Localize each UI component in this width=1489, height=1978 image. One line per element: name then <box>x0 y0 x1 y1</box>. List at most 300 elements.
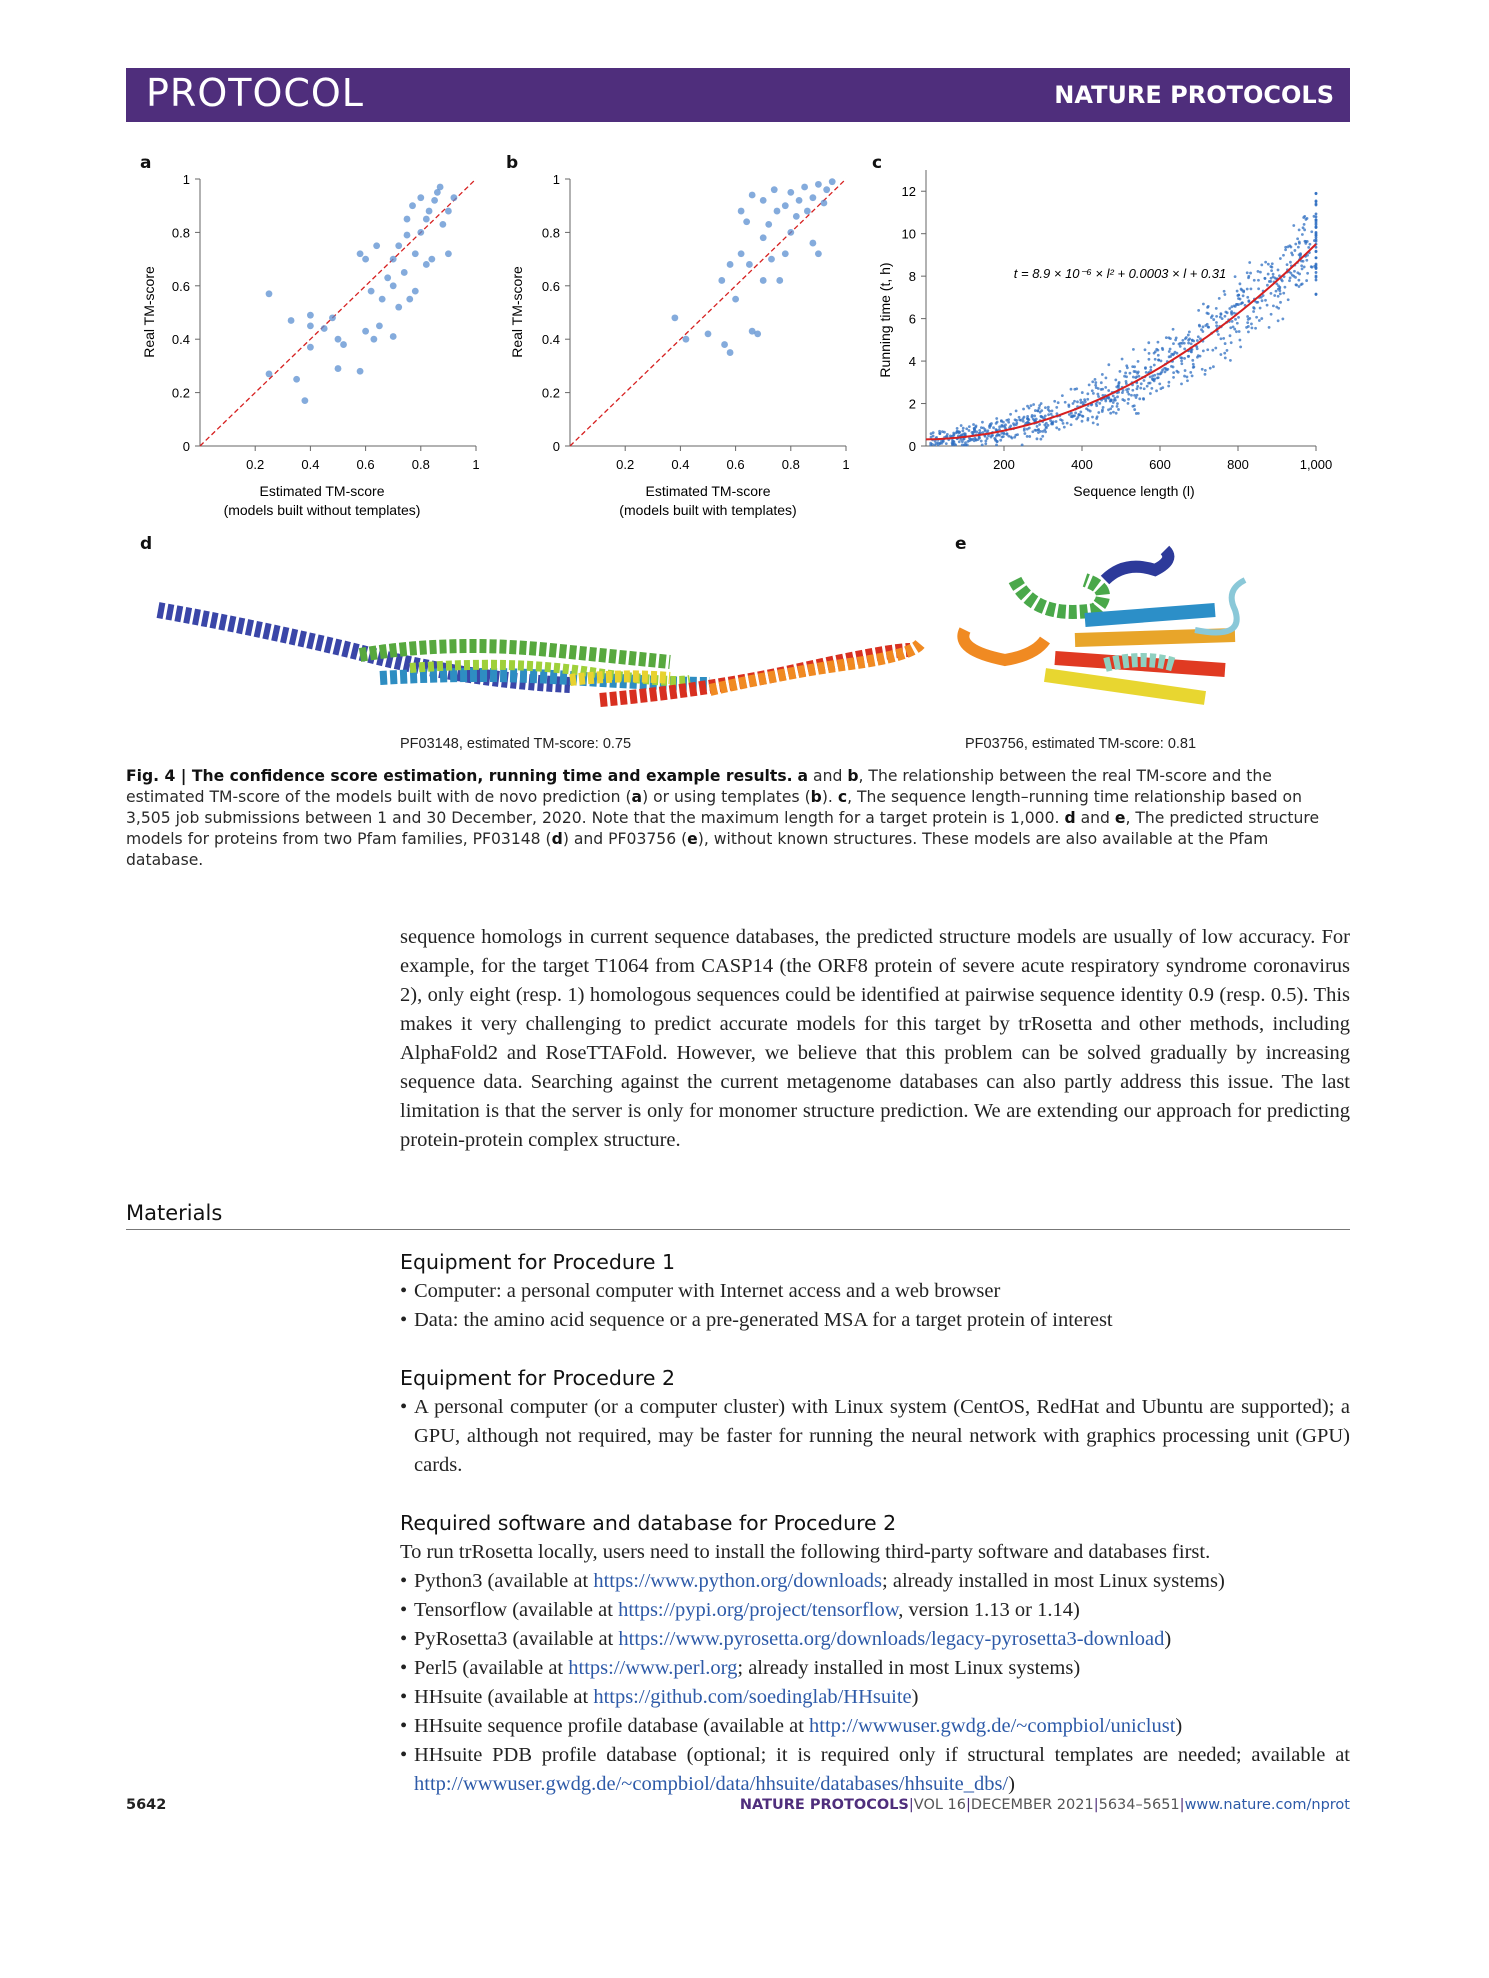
data-point <box>1305 279 1308 282</box>
data-point <box>1047 406 1050 409</box>
data-point <box>999 439 1002 442</box>
data-point <box>1112 394 1115 397</box>
data-point <box>357 368 364 375</box>
y-tick-label: 0.6 <box>171 278 190 294</box>
chart-b-ylabel: Real TM-score <box>509 266 525 358</box>
data-point <box>1044 414 1047 417</box>
data-point <box>1114 378 1117 381</box>
data-point <box>1149 375 1152 378</box>
data-point <box>1087 417 1090 420</box>
data-point <box>1041 430 1044 433</box>
data-point <box>1275 290 1278 293</box>
hhsuite-dbs-link[interactable]: http://wwwuser.gwdg.de/~compbiol/data/hhsuite/databases/hhsuite_dbs/ <box>414 1773 1009 1795</box>
data-point <box>1315 256 1318 259</box>
x-tick-label: 800 <box>1227 457 1249 472</box>
data-point <box>1115 412 1118 415</box>
structure-d-caption: PF03148, estimated TM-score: 0.75 <box>400 736 632 752</box>
data-point <box>1226 349 1229 352</box>
data-point <box>1232 325 1235 328</box>
data-point <box>1018 419 1021 422</box>
data-point <box>941 430 944 433</box>
data-point <box>823 186 830 193</box>
data-point <box>705 330 712 337</box>
data-point <box>1286 245 1289 248</box>
data-point <box>1102 406 1105 409</box>
data-point <box>1246 271 1249 274</box>
data-point <box>1184 369 1187 372</box>
data-point <box>1117 408 1120 411</box>
list-item: • HHsuite sequence profile database (available at http://wwwuser.gwdg.de/~compbiol/uniclust) <box>400 1712 1350 1741</box>
data-point <box>951 442 954 445</box>
y-tick-label: 1 <box>552 172 560 187</box>
data-point <box>938 430 941 433</box>
data-point <box>1248 317 1251 320</box>
data-point <box>1154 358 1157 361</box>
data-point <box>1270 269 1273 272</box>
data-point <box>428 256 435 263</box>
data-point <box>1150 387 1153 390</box>
data-point <box>301 397 308 404</box>
data-point <box>968 425 971 428</box>
data-point <box>1206 348 1209 351</box>
data-point <box>1192 363 1195 366</box>
python-link[interactable]: https://www.python.org/downloads <box>593 1570 883 1592</box>
data-point <box>1070 423 1073 426</box>
data-point <box>1133 394 1136 397</box>
data-point <box>1051 409 1054 412</box>
data-point <box>1143 387 1146 390</box>
data-point <box>1271 262 1274 265</box>
data-point <box>1315 266 1318 269</box>
data-point <box>1288 279 1291 282</box>
data-point <box>1224 342 1227 345</box>
data-point <box>1275 306 1278 309</box>
data-point <box>1190 342 1193 345</box>
data-point <box>1279 257 1282 260</box>
data-point <box>266 371 273 378</box>
data-point <box>968 429 971 432</box>
data-point <box>1157 359 1160 362</box>
data-point <box>1277 295 1280 298</box>
data-point <box>771 186 778 193</box>
data-point <box>1077 413 1080 416</box>
data-point <box>1307 246 1310 249</box>
data-point <box>1006 432 1009 435</box>
data-point <box>1138 397 1141 400</box>
data-point <box>1123 399 1126 402</box>
data-point <box>1127 388 1130 391</box>
x-tick-label: 200 <box>993 457 1015 472</box>
data-point <box>1125 382 1128 385</box>
data-point <box>395 242 402 249</box>
data-point <box>978 429 981 432</box>
data-point <box>1303 223 1306 226</box>
data-point <box>362 256 369 263</box>
data-point <box>1297 246 1300 249</box>
data-point <box>1007 418 1010 421</box>
data-point <box>746 261 753 268</box>
data-point <box>1074 412 1077 415</box>
chart-b <box>492 160 872 530</box>
data-point <box>1180 360 1183 363</box>
data-point <box>1055 406 1058 409</box>
data-point <box>1191 339 1194 342</box>
data-point <box>1094 378 1097 381</box>
data-point <box>1236 290 1239 293</box>
data-point <box>1157 376 1160 379</box>
data-point <box>1100 381 1103 384</box>
journal-header-bar <box>126 68 1350 122</box>
data-point <box>1191 374 1194 377</box>
data-point <box>266 290 273 297</box>
data-point <box>1188 330 1191 333</box>
data-point <box>1058 428 1061 431</box>
data-point <box>1160 360 1163 363</box>
data-point <box>1081 391 1084 394</box>
x-tick-label: 0.2 <box>616 457 635 472</box>
data-point <box>809 240 816 247</box>
data-point <box>1013 436 1016 439</box>
figure-caption: Fig. 4 | The confidence score estimation, running time and example results. a and b, The relationship between the real TM-score and the estimated TM-score of the models built with de novo prediction (a) or using templates (b). c, The sequence length–running time relationship based on 3,505 job submissions between 1 and 30 December, 2020. Note that the maximum length for a target protein is 1,000. d and e, The predicted structure models for proteins from two Pfam families, PF03148 (d) and PF03756 (e), without known structures. These models are also available at the Pfam database. <box>126 767 1320 869</box>
data-point <box>1206 306 1209 309</box>
data-point <box>760 197 767 204</box>
data-point <box>445 250 452 257</box>
data-point <box>1223 293 1226 296</box>
data-point <box>1047 413 1050 416</box>
data-point <box>1215 307 1218 310</box>
data-point <box>1022 420 1025 423</box>
data-point <box>1157 341 1160 344</box>
data-point <box>1315 279 1318 282</box>
data-point <box>1021 444 1024 447</box>
data-point <box>1230 305 1233 308</box>
data-point <box>1261 299 1264 302</box>
data-point <box>1073 400 1076 403</box>
data-point <box>1315 200 1318 203</box>
data-point <box>1270 292 1273 295</box>
data-point <box>1224 311 1227 314</box>
software-heading: Required software and database for Procedure 2 <box>400 1511 897 1535</box>
data-point <box>1091 380 1094 383</box>
data-point <box>1009 413 1012 416</box>
data-point <box>1165 336 1168 339</box>
y-tick-label: 8 <box>908 269 916 285</box>
chart-c <box>872 160 1352 530</box>
data-point <box>956 427 959 430</box>
data-point <box>1097 395 1100 398</box>
data-point <box>1191 359 1194 362</box>
data-point <box>934 440 937 443</box>
data-point <box>990 434 993 437</box>
data-point <box>977 438 980 441</box>
data-point <box>994 439 997 442</box>
data-point <box>1298 285 1301 288</box>
data-point <box>973 439 976 442</box>
data-point <box>964 433 967 436</box>
data-point <box>1084 400 1087 403</box>
y-tick-label: 0 <box>908 439 916 454</box>
data-point <box>1179 345 1182 348</box>
data-point <box>1159 373 1162 376</box>
data-point <box>1081 401 1084 404</box>
data-point <box>1207 312 1210 315</box>
data-point <box>1007 421 1010 424</box>
data-point <box>1249 272 1252 275</box>
data-point <box>1299 253 1302 256</box>
data-point <box>1301 233 1304 236</box>
data-point <box>1026 435 1029 438</box>
data-point <box>1012 422 1015 425</box>
data-point <box>1272 304 1275 307</box>
data-point <box>738 208 745 215</box>
data-point <box>1168 350 1171 353</box>
data-point <box>997 433 1000 436</box>
data-point <box>1296 237 1299 240</box>
data-point <box>1168 381 1171 384</box>
data-point <box>1301 267 1304 270</box>
data-point <box>1085 407 1088 410</box>
data-point <box>1315 276 1318 279</box>
data-point <box>1075 387 1078 390</box>
tensorflow-link[interactable]: https://pypi.org/project/tensorflow <box>618 1599 899 1621</box>
equipment-2-heading: Equipment for Procedure 2 <box>400 1366 676 1390</box>
data-point <box>1081 420 1084 423</box>
journal-name: NATURE PROTOCOLS <box>1054 81 1334 109</box>
equipment-1-heading: Equipment for Procedure 1 <box>400 1250 676 1274</box>
data-point <box>329 314 336 321</box>
footer-url[interactable]: www.nature.com/nprot <box>1184 1797 1350 1813</box>
data-point <box>1112 411 1115 414</box>
hhsuite-link[interactable]: https://github.com/soedinglab/HHsuite <box>593 1686 912 1708</box>
data-point <box>1277 288 1280 291</box>
panel-label-b: b <box>506 153 519 173</box>
data-point <box>1270 277 1273 280</box>
section-heading-materials: Materials <box>126 1201 1350 1230</box>
data-point <box>1247 275 1250 278</box>
data-point <box>1028 407 1031 410</box>
data-point <box>787 189 794 196</box>
x-tick-label: 600 <box>1149 457 1171 472</box>
data-point <box>793 213 800 220</box>
data-point <box>1015 409 1018 412</box>
data-point <box>1305 259 1308 262</box>
y-tick-label: 0.8 <box>541 225 560 241</box>
data-point <box>1073 414 1076 417</box>
data-point <box>1137 412 1140 415</box>
data-point <box>1192 366 1195 369</box>
data-point <box>1040 415 1043 418</box>
data-point <box>1302 216 1305 219</box>
data-point <box>390 333 397 340</box>
data-point <box>1169 348 1172 351</box>
data-point <box>1157 354 1160 357</box>
data-point <box>431 197 438 204</box>
list-item: • Computer: a personal computer with Internet access and a web browser <box>400 1277 1350 1306</box>
list-item: • PyRosetta3 (available at https://www.pyrosetta.org/downloads/legacy-pyrosetta3-download) <box>400 1625 1350 1654</box>
data-point <box>390 256 397 263</box>
data-point <box>1131 405 1134 408</box>
data-point <box>1215 315 1218 318</box>
panel-label-c: c <box>872 153 883 173</box>
data-point <box>1207 326 1210 329</box>
page-number: 5642 <box>126 1797 167 1813</box>
data-point <box>1181 357 1184 360</box>
data-point <box>1204 369 1207 372</box>
data-point <box>1241 301 1244 304</box>
data-point <box>727 349 734 356</box>
data-point <box>1123 375 1126 378</box>
data-point <box>1219 312 1222 315</box>
list-item: • Data: the amino acid sequence or a pre-generated MSA for a target protein of interest <box>400 1306 1350 1335</box>
data-point <box>949 435 952 438</box>
data-point <box>960 424 963 427</box>
data-point <box>451 194 458 201</box>
data-point <box>1161 386 1164 389</box>
y-tick-label: 2 <box>908 396 916 412</box>
data-point <box>1166 368 1169 371</box>
data-point <box>1124 372 1127 375</box>
data-point <box>1297 279 1300 282</box>
data-point <box>1132 348 1135 351</box>
y-tick-label: 0 <box>552 439 560 454</box>
data-point <box>1161 348 1164 351</box>
data-point <box>1298 228 1301 231</box>
data-point <box>1031 414 1034 417</box>
data-point <box>1034 429 1037 432</box>
data-point <box>1155 389 1158 392</box>
data-point <box>362 328 369 335</box>
data-point <box>972 423 975 426</box>
data-point <box>1315 220 1318 223</box>
chart-c-ylabel: Running time (t, h) <box>877 262 893 378</box>
data-point <box>1233 312 1236 315</box>
y-tick-label: 0.4 <box>541 332 560 348</box>
data-point <box>1247 325 1250 328</box>
data-point <box>1214 347 1217 350</box>
data-point <box>1202 325 1205 328</box>
data-point <box>1247 300 1250 303</box>
data-point <box>1302 260 1305 263</box>
data-point <box>1047 408 1050 411</box>
data-point <box>787 229 794 236</box>
data-point <box>409 202 416 209</box>
data-point <box>1129 372 1132 375</box>
data-point <box>989 423 992 426</box>
data-point <box>1315 293 1318 296</box>
data-point <box>1235 330 1238 333</box>
y-tick-label: 12 <box>901 184 916 200</box>
data-point <box>1044 431 1047 434</box>
data-point <box>1030 404 1033 407</box>
data-point <box>1107 408 1110 411</box>
data-point <box>1094 384 1097 387</box>
data-point <box>1147 341 1150 344</box>
data-point <box>1188 337 1191 340</box>
data-point <box>1185 336 1188 339</box>
data-point <box>1242 294 1245 297</box>
data-point <box>1197 309 1200 312</box>
data-point <box>423 216 430 223</box>
data-point <box>1062 422 1065 425</box>
data-point <box>1183 347 1186 350</box>
data-point <box>1174 339 1177 342</box>
pyrosetta-link[interactable]: https://www.pyrosetta.org/downloads/legacy-pyrosetta3-download <box>618 1628 1165 1650</box>
y-tick-label: 0.6 <box>541 278 560 294</box>
data-point <box>1239 346 1242 349</box>
data-point <box>683 336 690 343</box>
data-point <box>1239 282 1242 285</box>
data-point <box>1057 401 1060 404</box>
data-point <box>307 322 314 329</box>
data-point <box>1260 264 1263 267</box>
data-point <box>796 197 803 204</box>
data-point <box>1059 418 1062 421</box>
x-tick-label: 0.4 <box>671 457 690 472</box>
uniclust-link[interactable]: http://wwwuser.gwdg.de/~compbiol/uniclust <box>809 1715 1176 1737</box>
data-point <box>1254 327 1257 330</box>
data-point <box>1223 352 1226 355</box>
data-point <box>1246 296 1249 299</box>
data-point <box>368 288 375 295</box>
data-point <box>1134 370 1137 373</box>
data-point <box>335 336 342 343</box>
data-point <box>1282 254 1285 257</box>
data-point <box>1032 403 1035 406</box>
data-point <box>1146 385 1149 388</box>
data-point <box>1153 364 1156 367</box>
data-point <box>1273 294 1276 297</box>
chart-b-xlabel: Estimated TM-score <box>645 483 771 499</box>
data-point <box>1148 358 1151 361</box>
data-point <box>1266 284 1269 287</box>
data-point <box>1181 339 1184 342</box>
panel-label-a: a <box>140 153 152 173</box>
data-point <box>984 442 987 445</box>
perl-link[interactable]: https://www.perl.org <box>568 1657 738 1679</box>
data-point <box>1300 283 1303 286</box>
data-point <box>1264 261 1267 264</box>
data-point <box>357 250 364 257</box>
data-point <box>1055 420 1058 423</box>
data-point <box>1196 339 1199 342</box>
y-tick-label: 0.2 <box>171 385 190 401</box>
data-point <box>1234 275 1237 278</box>
data-point <box>1183 357 1186 360</box>
data-point <box>1158 382 1161 385</box>
data-point <box>1169 355 1172 358</box>
data-point <box>1101 373 1104 376</box>
data-point <box>1270 313 1273 316</box>
data-point <box>1028 435 1031 438</box>
data-point <box>384 274 391 281</box>
data-point <box>1259 271 1262 274</box>
data-point <box>439 221 446 228</box>
data-point <box>1094 381 1097 384</box>
data-point <box>1164 370 1167 373</box>
data-point <box>1196 356 1199 359</box>
data-point <box>1149 392 1152 395</box>
data-point <box>1091 389 1094 392</box>
data-point <box>1107 363 1110 366</box>
data-point <box>1038 423 1041 426</box>
data-point <box>1136 385 1139 388</box>
data-point <box>1176 352 1179 355</box>
data-point <box>1235 303 1238 306</box>
list-item: • A personal computer (or a computer cluster) with Linux system (CentOS, RedHat and Ubuntu are supported); a GPU, although not required, may be faster for running the neural network with graphics processing unit (GPU) cards. <box>400 1393 1350 1480</box>
data-point <box>1268 326 1271 329</box>
data-point <box>1023 432 1026 435</box>
software-list <box>400 1567 1350 1799</box>
